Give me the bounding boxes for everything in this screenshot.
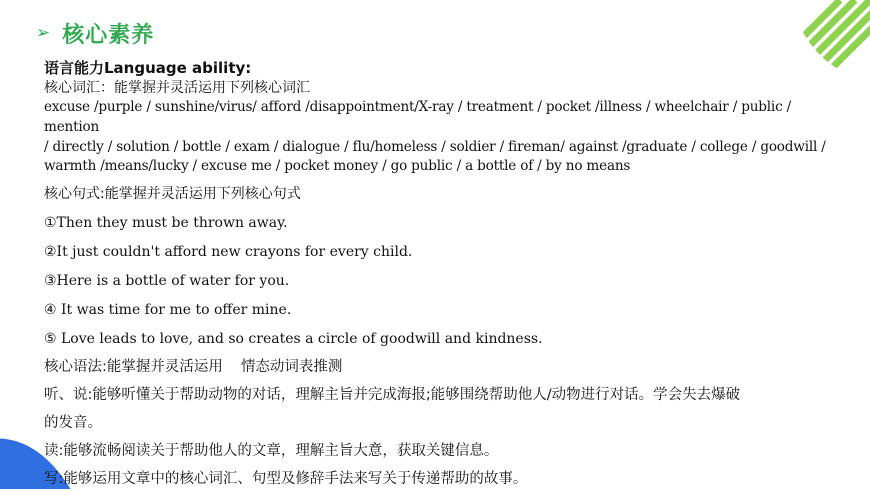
sentence-item: ②It just couldn't afford new crayons for every child. (44, 244, 413, 261)
triangle-right-icon: ➢ (36, 23, 51, 43)
vocabulary-line: / directly / solution / bottle / exam / dialogue / flu/homeless / soldier / fireman/ against /graduate / college / goodwill / (44, 138, 826, 155)
vocabulary-line: warmth /means/lucky / excuse me / pocket money / go public / a bottle of / by no means (44, 158, 631, 175)
sentence-item: ④ It was time for me to offer mine. (44, 302, 292, 319)
sentence-item: ①Then they must be thrown away. (44, 215, 288, 232)
language-ability-heading: 语言能力Language ability: (44, 59, 252, 77)
sentence-item: ⑤ Love leads to love, and so creates a circle of goodwill and kindness. (44, 331, 543, 348)
vocabulary-line: excuse /purple / sunshine/virus/ afford /disappointment/X-ray / treatment / pocket /illness / wheelchair / public / mention (44, 99, 791, 135)
grammar-label: 核心语法:能掌握并灵活运用 (44, 359, 223, 376)
reading-text: 读:能够流畅阅读关于帮助他人的文章，理解主旨大意，获取关键信息。 (44, 443, 499, 460)
sentences-label: 核心句式:能掌握并灵活运用下列核心句式 (44, 186, 301, 203)
listening-speaking-text: 听、说:能够听懂关于帮助动物的对话，理解主旨并完成海报;能够围绕帮助他人/动物进行对话。学会失去爆破 (44, 387, 741, 404)
vocabulary-label: 核心词汇：能掌握并灵活运用下列核心词汇 (44, 80, 310, 96)
writing-text: 写:能够运用文章中的核心词汇、句型及修辞手法来写关于传递帮助的故事。 (44, 471, 528, 488)
page-title: 核心素养 (62, 22, 155, 48)
content-body (44, 58, 844, 491)
grammar-line (44, 355, 844, 379)
sentence-item: ③Here is a bottle of water for you. (44, 273, 290, 290)
grammar-topic: 情态动词表推测 (240, 359, 343, 376)
section-header (36, 18, 154, 48)
listening-speaking-text-cont: 的发音。 (44, 415, 102, 432)
